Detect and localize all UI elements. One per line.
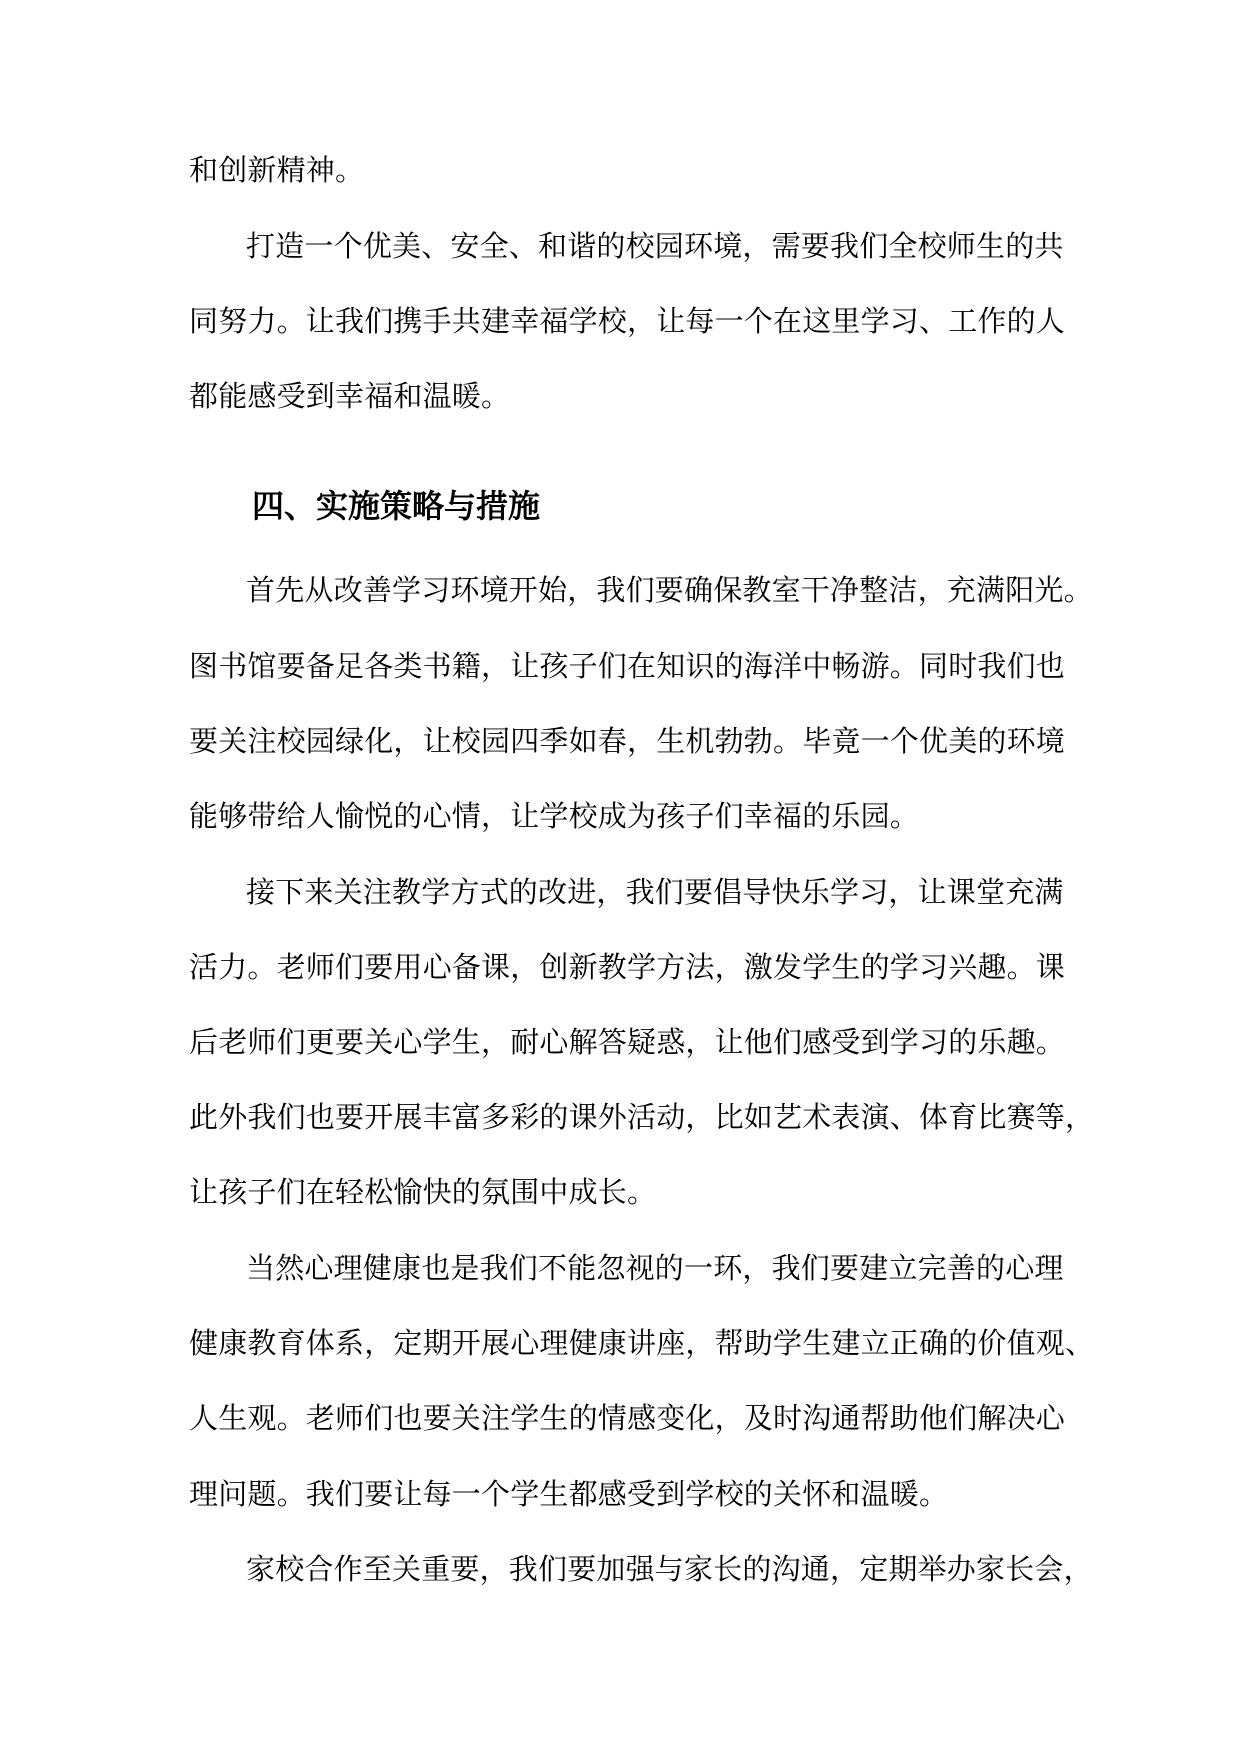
paragraph-line: 家校合作至关重要，我们要加强与家长的沟通，定期举办家长会，: [246, 1552, 1093, 1586]
paragraph-line: 首先从改善学习环境开始，我们要确保教室干净整洁，充满阳光。: [246, 573, 1093, 607]
paragraph-line: 图书馆要备足各类书籍，让孩子们在知识的海洋中畅游。同时我们也: [189, 649, 1066, 683]
paragraph-line: 健康教育体系，定期开展心理健康讲座，帮助学生建立正确的价值观、: [189, 1326, 1095, 1360]
paragraph-line: 都能感受到幸福和温暖。: [189, 379, 511, 413]
paragraph-line: 打造一个优美、安全、和谐的校园环境，需要我们全校师生的共: [246, 229, 1064, 263]
paragraph-line: 接下来关注教学方式的改进，我们要倡导快乐学习，让课堂充满: [246, 875, 1064, 909]
section-heading: 四、实施策略与措施: [252, 487, 541, 525]
paragraph-line: 理问题。我们要让每一个学生都感受到学校的关怀和温暖。: [189, 1477, 949, 1511]
paragraph-line: 当然心理健康也是我们不能忽视的一环，我们要建立完善的心理: [246, 1251, 1064, 1285]
paragraph-line: 和创新精神。: [189, 153, 365, 187]
paragraph-line: 后老师们更要关心学生，耐心解答疑惑，让他们感受到学习的乐趣。: [189, 1025, 1066, 1059]
paragraph-line: 人生观。老师们也要关注学生的情感变化，及时沟通帮助他们解决心: [189, 1401, 1066, 1435]
paragraph-line: 此外我们也要开展丰富多彩的课外活动，比如艺术表演、体育比赛等，: [189, 1100, 1095, 1134]
paragraph-line: 活力。老师们要用心备课，创新教学方法，激发学生的学习兴趣。课: [189, 950, 1066, 984]
paragraph-line: 能够带给人愉悦的心情，让学校成为孩子们幸福的乐园。: [189, 799, 920, 833]
paragraph-line: 让孩子们在轻松愉快的氛围中成长。: [189, 1175, 657, 1209]
paragraph-line: 要关注校园绿化，让校园四季如春，生机勃勃。毕竟一个优美的环境: [189, 724, 1066, 758]
paragraph-line: 同努力。让我们携手共建幸福学校，让每一个在这里学习、工作的人: [189, 304, 1066, 338]
